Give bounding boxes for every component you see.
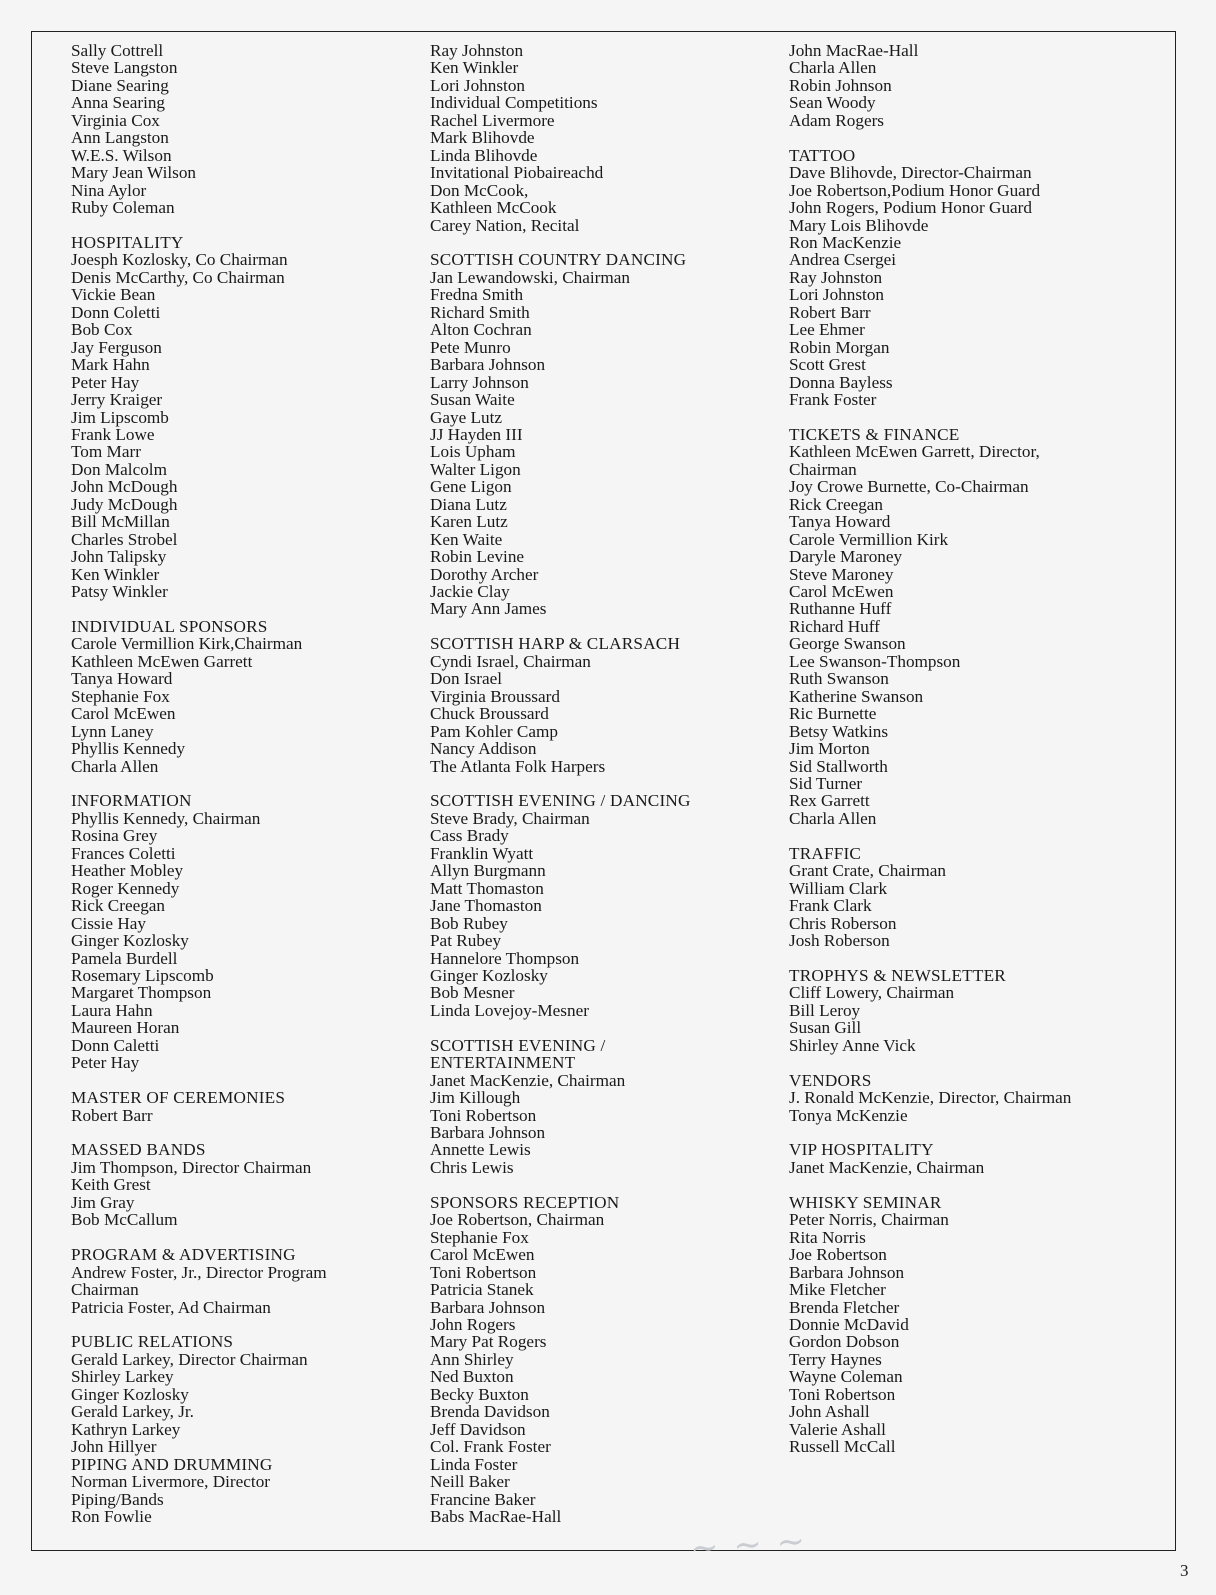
- bleed-through-signature: ~ ~ ~: [688, 1520, 809, 1570]
- section-heading: TICKETS & FINANCE: [789, 424, 960, 444]
- member-name: Col. Frank Foster: [430, 1437, 551, 1457]
- member-name: Francine Baker: [430, 1489, 536, 1509]
- committee-section: [789, 426, 1071, 827]
- member-name: Phyllis Kennedy, Chairman: [71, 808, 261, 828]
- member-name: Frank Lowe: [71, 424, 155, 444]
- member-name: Ken Waite: [430, 529, 503, 549]
- member-name: W.E.S. Wilson: [71, 145, 172, 165]
- section-heading: TRAFFIC: [789, 843, 862, 863]
- member-name: Nina Aylor: [71, 180, 147, 200]
- member-name: Joe Robertson, Chairman: [430, 1210, 605, 1230]
- member-name: Mike Fletcher: [789, 1280, 886, 1300]
- member-name: Becky Buxton: [430, 1384, 529, 1404]
- member-name: Barbara Johnson: [789, 1262, 905, 1282]
- member-name: Phyllis Kennedy: [71, 739, 186, 759]
- member-name: Charles Strobel: [71, 529, 178, 549]
- committee-section: [430, 251, 691, 618]
- section-heading: TROPHYS & NEWSLETTER: [789, 965, 1006, 985]
- committee-section: [789, 1194, 1071, 1456]
- section-heading: VENDORS: [789, 1070, 872, 1090]
- member-name: Andrea Csergei: [789, 250, 897, 270]
- member-name: Barbara Johnson: [430, 1297, 546, 1317]
- member-name: Franklin Wyatt: [430, 843, 534, 863]
- member-name: Ray Johnston: [789, 267, 883, 287]
- member-name: Shirley Anne Vick: [789, 1035, 916, 1055]
- member-name: Carole Vermillion Kirk,Chairman: [71, 634, 303, 654]
- member-name: Bill Leroy: [789, 1000, 861, 1020]
- member-name: Rita Norris: [789, 1227, 866, 1247]
- member-name: Lori Johnston: [430, 75, 526, 95]
- member-name: Susan Waite: [430, 390, 515, 410]
- member-name: Mary Lois Blihovde: [789, 215, 929, 235]
- member-name: Virginia Broussard: [430, 686, 560, 706]
- member-name: Ron MacKenzie: [789, 232, 902, 252]
- member-name: Ann Langston: [71, 128, 169, 148]
- member-name: Ron Fowlie: [71, 1506, 152, 1526]
- member-name: Matt Thomaston: [430, 878, 544, 898]
- committee-section: [71, 1456, 327, 1526]
- member-name: Don McCook,: [430, 180, 529, 200]
- member-name: Ned Buxton: [430, 1367, 514, 1387]
- member-name: Annette Lewis: [430, 1140, 531, 1160]
- committee-section: [71, 42, 327, 217]
- member-name: Chris Lewis: [430, 1157, 514, 1177]
- member-name: Cass Brady: [430, 826, 509, 846]
- member-name: Steve Maroney: [789, 564, 894, 584]
- member-name: Josh Roberson: [789, 931, 890, 951]
- member-name: Barbara Johnson: [430, 355, 546, 375]
- committee-section: [789, 42, 1071, 129]
- member-name: Pamela Burdell: [71, 948, 178, 968]
- member-name: Lori Johnston: [789, 285, 885, 305]
- member-name: Ginger Kozlosky: [71, 1384, 189, 1404]
- section-heading: INFORMATION: [71, 791, 192, 811]
- section-heading: PIPING AND DRUMMING: [71, 1454, 273, 1474]
- section-heading: HOSPITALITY: [71, 232, 184, 252]
- member-name: Ken Winkler: [71, 564, 160, 584]
- section-heading: SCOTTISH HARP & CLARSACH: [430, 634, 681, 654]
- section-heading: SCOTTISH COUNTRY DANCING: [430, 250, 687, 270]
- member-name: Ruthanne Huff: [789, 599, 892, 619]
- member-name: Jim Thompson, Director Chairman: [71, 1157, 312, 1177]
- member-name: Jim Morton: [789, 739, 870, 759]
- member-name: Rachel Livermore: [430, 110, 555, 130]
- member-name: Patricia Foster, Ad Chairman: [71, 1297, 271, 1317]
- member-name: Frances Coletti: [71, 843, 176, 863]
- member-name: Karen Lutz: [430, 512, 508, 532]
- section-heading: WHISKY SEMINAR: [789, 1192, 942, 1212]
- member-name: Stephanie Fox: [71, 686, 170, 706]
- member-name: Donnie McDavid: [789, 1314, 909, 1334]
- member-name: Jim Gray: [71, 1192, 135, 1212]
- member-name: Gerald Larkey, Director Chairman: [71, 1349, 308, 1369]
- member-name: Linda Foster: [430, 1454, 518, 1474]
- member-name: Lynn Laney: [71, 721, 154, 741]
- member-name: Peter Norris, Chairman: [789, 1210, 949, 1230]
- member-name: John MacRae-Hall: [789, 41, 919, 60]
- committee-section: [71, 792, 327, 1071]
- member-name: Kathleen McCook: [430, 198, 557, 218]
- member-name: Bob Rubey: [430, 913, 508, 933]
- committee-section: [430, 635, 691, 775]
- committee-section: [430, 42, 691, 234]
- committee-section: [71, 618, 327, 775]
- member-name: Linda Blihovde: [430, 145, 538, 165]
- member-name: Kathleen McEwen Garrett: [71, 651, 253, 671]
- member-name: William Clark: [789, 878, 888, 898]
- member-name: Sid Stallworth: [789, 756, 888, 776]
- committee-section: [71, 1333, 327, 1455]
- member-name: Ann Shirley: [430, 1349, 514, 1369]
- member-name: Individual Competitions: [430, 93, 598, 113]
- committee-section: [71, 234, 327, 601]
- member-name: Virginia Cox: [71, 110, 160, 130]
- member-name: Chairman: [789, 459, 857, 479]
- member-name: Tanya Howard: [789, 512, 891, 532]
- section-heading: SCOTTISH EVENING / DANCING: [430, 791, 691, 811]
- section-heading: MASSED BANDS: [71, 1140, 206, 1160]
- member-name: Jane Thomaston: [430, 896, 542, 916]
- member-name: Valerie Ashall: [789, 1419, 886, 1439]
- member-name: Richard Huff: [789, 616, 880, 636]
- member-name: Kathryn Larkey: [71, 1419, 181, 1439]
- member-name: Margaret Thompson: [71, 983, 212, 1003]
- member-name: Linda Lovejoy-Mesner: [430, 1000, 589, 1020]
- column-right: [789, 42, 1071, 1473]
- member-name: Judy McDough: [71, 494, 178, 514]
- member-name: Dorothy Archer: [430, 564, 539, 584]
- member-name: Carol McEwen: [430, 1245, 535, 1265]
- member-name: Pam Kohler Camp: [430, 721, 558, 741]
- member-name: Peter Hay: [71, 1053, 140, 1073]
- section-heading: MASTER OF CEREMONIES: [71, 1088, 286, 1108]
- member-name: Fredna Smith: [430, 285, 524, 305]
- member-name: Vickie Bean: [71, 285, 156, 305]
- committee-section: [789, 1072, 1071, 1124]
- member-name: Jackie Clay: [430, 582, 510, 602]
- member-name: Brenda Fletcher: [789, 1297, 900, 1317]
- member-name: Rosina Grey: [71, 826, 158, 846]
- member-name: John McDough: [71, 477, 178, 497]
- committee-section: [789, 1141, 1071, 1176]
- member-name: Rex Garrett: [789, 791, 870, 811]
- member-name: Cliff Lowery, Chairman: [789, 983, 955, 1003]
- member-name: Donna Bayless: [789, 372, 893, 392]
- member-name: Mary Jean Wilson: [71, 163, 197, 183]
- committee-section: [430, 1194, 691, 1526]
- section-heading: TATTOO: [789, 145, 856, 165]
- section-heading: INDIVIDUAL SPONSORS: [71, 616, 268, 636]
- member-name: Joesph Kozlosky, Co Chairman: [71, 250, 288, 270]
- member-name: Joe Robertson: [789, 1245, 887, 1265]
- member-name: Alton Cochran: [430, 320, 532, 340]
- member-name: Peter Hay: [71, 372, 140, 392]
- member-name: Gene Ligon: [430, 477, 512, 497]
- member-name: Jim Killough: [430, 1088, 521, 1108]
- section-heading: PUBLIC RELATIONS: [71, 1332, 234, 1352]
- member-name: Cyndi Israel, Chairman: [430, 651, 591, 671]
- member-name: Carol McEwen: [71, 704, 176, 724]
- member-name: Steve Brady, Chairman: [430, 808, 590, 828]
- member-name: Ginger Kozlosky: [71, 931, 189, 951]
- member-name: Gordon Dobson: [789, 1332, 900, 1352]
- member-name: Brenda Davidson: [430, 1402, 550, 1422]
- member-name: Frank Clark: [789, 896, 872, 916]
- member-name: Jay Ferguson: [71, 337, 162, 357]
- member-name: Chris Roberson: [789, 913, 897, 933]
- member-name: Donn Caletti: [71, 1035, 160, 1055]
- committee-section: [789, 147, 1071, 409]
- member-name: Grant Crate, Chairman: [789, 861, 947, 881]
- member-name: Robin Johnson: [789, 75, 892, 95]
- member-name: Don Malcolm: [71, 459, 167, 479]
- member-name: Shirley Larkey: [71, 1367, 174, 1387]
- member-name: Bob McCallum: [71, 1210, 178, 1230]
- member-name: Rick Creegan: [789, 494, 884, 514]
- member-name: Diana Lutz: [430, 494, 507, 514]
- member-name: Betsy Watkins: [789, 721, 889, 741]
- committee-section: [789, 845, 1071, 950]
- member-name: Sally Cottrell: [71, 41, 164, 60]
- member-name: Norman Livermore, Director: [71, 1472, 271, 1492]
- member-name: Janet MacKenzie, Chairman: [789, 1157, 985, 1177]
- member-name: Bob Cox: [71, 320, 133, 340]
- member-name: Lee Swanson-Thompson: [789, 651, 961, 671]
- member-name: Joy Crowe Burnette, Co-Chairman: [789, 477, 1029, 497]
- member-name: Pete Munro: [430, 337, 511, 357]
- member-name: Keith Grest: [71, 1175, 151, 1195]
- member-name: Donn Coletti: [71, 302, 161, 322]
- committee-section: [430, 1037, 691, 1177]
- member-name: Ken Winkler: [430, 58, 519, 78]
- member-name: Gerald Larkey, Jr.: [71, 1402, 194, 1422]
- committee-section: [789, 967, 1071, 1054]
- member-name: John Ashall: [789, 1402, 870, 1422]
- member-name: J. Ronald McKenzie, Director, Chairman: [789, 1088, 1072, 1108]
- member-name: JJ Hayden III: [430, 424, 523, 444]
- member-name: Anna Searing: [71, 93, 166, 113]
- committee-section: [71, 1089, 327, 1124]
- member-name: Don Israel: [430, 669, 503, 689]
- member-name: Neill Baker: [430, 1472, 510, 1492]
- member-name: Toni Robertson: [789, 1384, 896, 1404]
- member-name: Maureen Horan: [71, 1018, 180, 1038]
- member-name: Lois Upham: [430, 442, 516, 462]
- member-name: Jeff Davidson: [430, 1419, 526, 1439]
- member-name: Robin Morgan: [789, 337, 890, 357]
- member-name: John Talipsky: [71, 547, 167, 567]
- member-name: John Rogers, Podium Honor Guard: [789, 198, 1033, 218]
- member-name: Patricia Stanek: [430, 1280, 534, 1300]
- member-name: Jerry Kraiger: [71, 390, 163, 410]
- member-name: John Rogers: [430, 1315, 516, 1334]
- member-name: Tanya Howard: [71, 669, 173, 689]
- member-name: Invitational Piobaireachd: [430, 163, 604, 183]
- member-name: Tonya McKenzie: [789, 1105, 908, 1125]
- committee-section: [71, 1141, 327, 1228]
- member-name: Tom Marr: [71, 442, 141, 462]
- section-heading: SPONSORS RECEPTION: [430, 1192, 620, 1212]
- member-name: Stephanie Fox: [430, 1227, 529, 1247]
- committee-section: [71, 1246, 327, 1316]
- section-heading: SCOTTISH EVENING /: [430, 1035, 606, 1055]
- member-name: Mark Blihovde: [430, 128, 535, 148]
- member-name: Andrew Foster, Jr., Director Program: [71, 1262, 327, 1282]
- member-name: George Swanson: [789, 634, 906, 654]
- member-name: Pat Rubey: [430, 931, 502, 951]
- member-name: Nancy Addison: [430, 739, 537, 759]
- member-name: Carole Vermillion Kirk: [789, 529, 949, 549]
- member-name: Adam Rogers: [789, 110, 884, 130]
- member-name: Denis McCarthy, Co Chairman: [71, 267, 285, 287]
- member-name: Roger Kennedy: [71, 878, 180, 898]
- member-name: The Atlanta Folk Harpers: [430, 756, 606, 776]
- member-name: Russell McCall: [789, 1437, 896, 1457]
- member-name: Jan Lewandowski, Chairman: [430, 267, 630, 287]
- member-name: Joe Robertson,Podium Honor Guard: [789, 180, 1041, 200]
- member-name: Carey Nation, Recital: [430, 215, 580, 235]
- page-number: 3: [1180, 1561, 1189, 1580]
- member-name: Richard Smith: [430, 302, 530, 322]
- column-left: [71, 42, 327, 1543]
- member-name: Sid Turner: [789, 774, 863, 793]
- member-name: Mary Ann James: [430, 599, 547, 619]
- member-name: Cissie Hay: [71, 913, 146, 933]
- member-name: Piping/Bands: [71, 1489, 164, 1509]
- member-name: Chuck Broussard: [430, 704, 549, 724]
- committee-section: [430, 792, 691, 1019]
- member-name: Janet MacKenzie, Chairman: [430, 1070, 626, 1090]
- member-name: Mary Pat Rogers: [430, 1332, 547, 1352]
- member-name: Gaye Lutz: [430, 407, 503, 427]
- member-name: Chairman: [71, 1280, 139, 1300]
- member-name: Wayne Coleman: [789, 1367, 903, 1387]
- member-name: Heather Mobley: [71, 861, 184, 881]
- member-name: Bob Mesner: [430, 983, 515, 1003]
- member-name: Rosemary Lipscomb: [71, 965, 214, 985]
- member-name: Larry Johnson: [430, 372, 529, 392]
- member-name: Ruth Swanson: [789, 669, 889, 689]
- member-name: Charla Allen: [789, 808, 877, 828]
- member-name: Laura Hahn: [71, 1000, 153, 1020]
- member-name: Susan Gill: [789, 1018, 862, 1038]
- member-name: Scott Grest: [789, 355, 866, 375]
- member-name: Ric Burnette: [789, 704, 877, 724]
- member-name: Charla Allen: [71, 756, 159, 776]
- member-name: Steve Langston: [71, 58, 178, 78]
- member-name: Ruby Coleman: [71, 198, 175, 218]
- member-name: Kathleen McEwen Garrett, Director,: [789, 442, 1040, 462]
- member-name: Patsy Winkler: [71, 582, 168, 602]
- member-name: Ray Johnston: [430, 41, 524, 60]
- member-name: Charla Allen: [789, 58, 877, 78]
- member-name: Barbara Johnson: [430, 1123, 546, 1143]
- member-name: Dave Blihovde, Director-Chairman: [789, 163, 1032, 183]
- member-name: Lee Ehmer: [789, 320, 865, 340]
- member-name: Daryle Maroney: [789, 547, 903, 567]
- section-heading: ENTERTAINMENT: [430, 1053, 576, 1073]
- member-name: Ginger Kozlosky: [430, 965, 548, 985]
- member-name: Toni Robertson: [430, 1105, 537, 1125]
- member-name: Toni Robertson: [430, 1262, 537, 1282]
- column-middle: [430, 42, 691, 1543]
- member-name: Jim Lipscomb: [71, 407, 169, 427]
- member-name: Diane Searing: [71, 75, 169, 95]
- member-name: Robin Levine: [430, 547, 525, 567]
- member-name: Katherine Swanson: [789, 686, 924, 706]
- section-heading: VIP HOSPITALITY: [789, 1140, 934, 1160]
- member-name: Walter Ligon: [430, 459, 521, 479]
- member-name: Bill McMillan: [71, 512, 170, 532]
- member-name: Frank Foster: [789, 390, 877, 410]
- section-heading: PROGRAM & ADVERTISING: [71, 1245, 296, 1265]
- member-name: Carol McEwen: [789, 582, 894, 602]
- member-name: John Hillyer: [71, 1437, 157, 1457]
- member-name: Allyn Burgmann: [430, 861, 546, 881]
- page-frame: [31, 31, 1176, 1551]
- member-name: Babs MacRae-Hall: [430, 1506, 562, 1526]
- member-name: Terry Haynes: [789, 1349, 882, 1369]
- member-name: Robert Barr: [71, 1105, 153, 1125]
- member-name: Rick Creegan: [71, 896, 166, 916]
- member-name: Robert Barr: [789, 302, 871, 322]
- member-name: Hannelore Thompson: [430, 948, 580, 968]
- member-name: Mark Hahn: [71, 355, 150, 375]
- member-name: Sean Woody: [789, 93, 876, 113]
